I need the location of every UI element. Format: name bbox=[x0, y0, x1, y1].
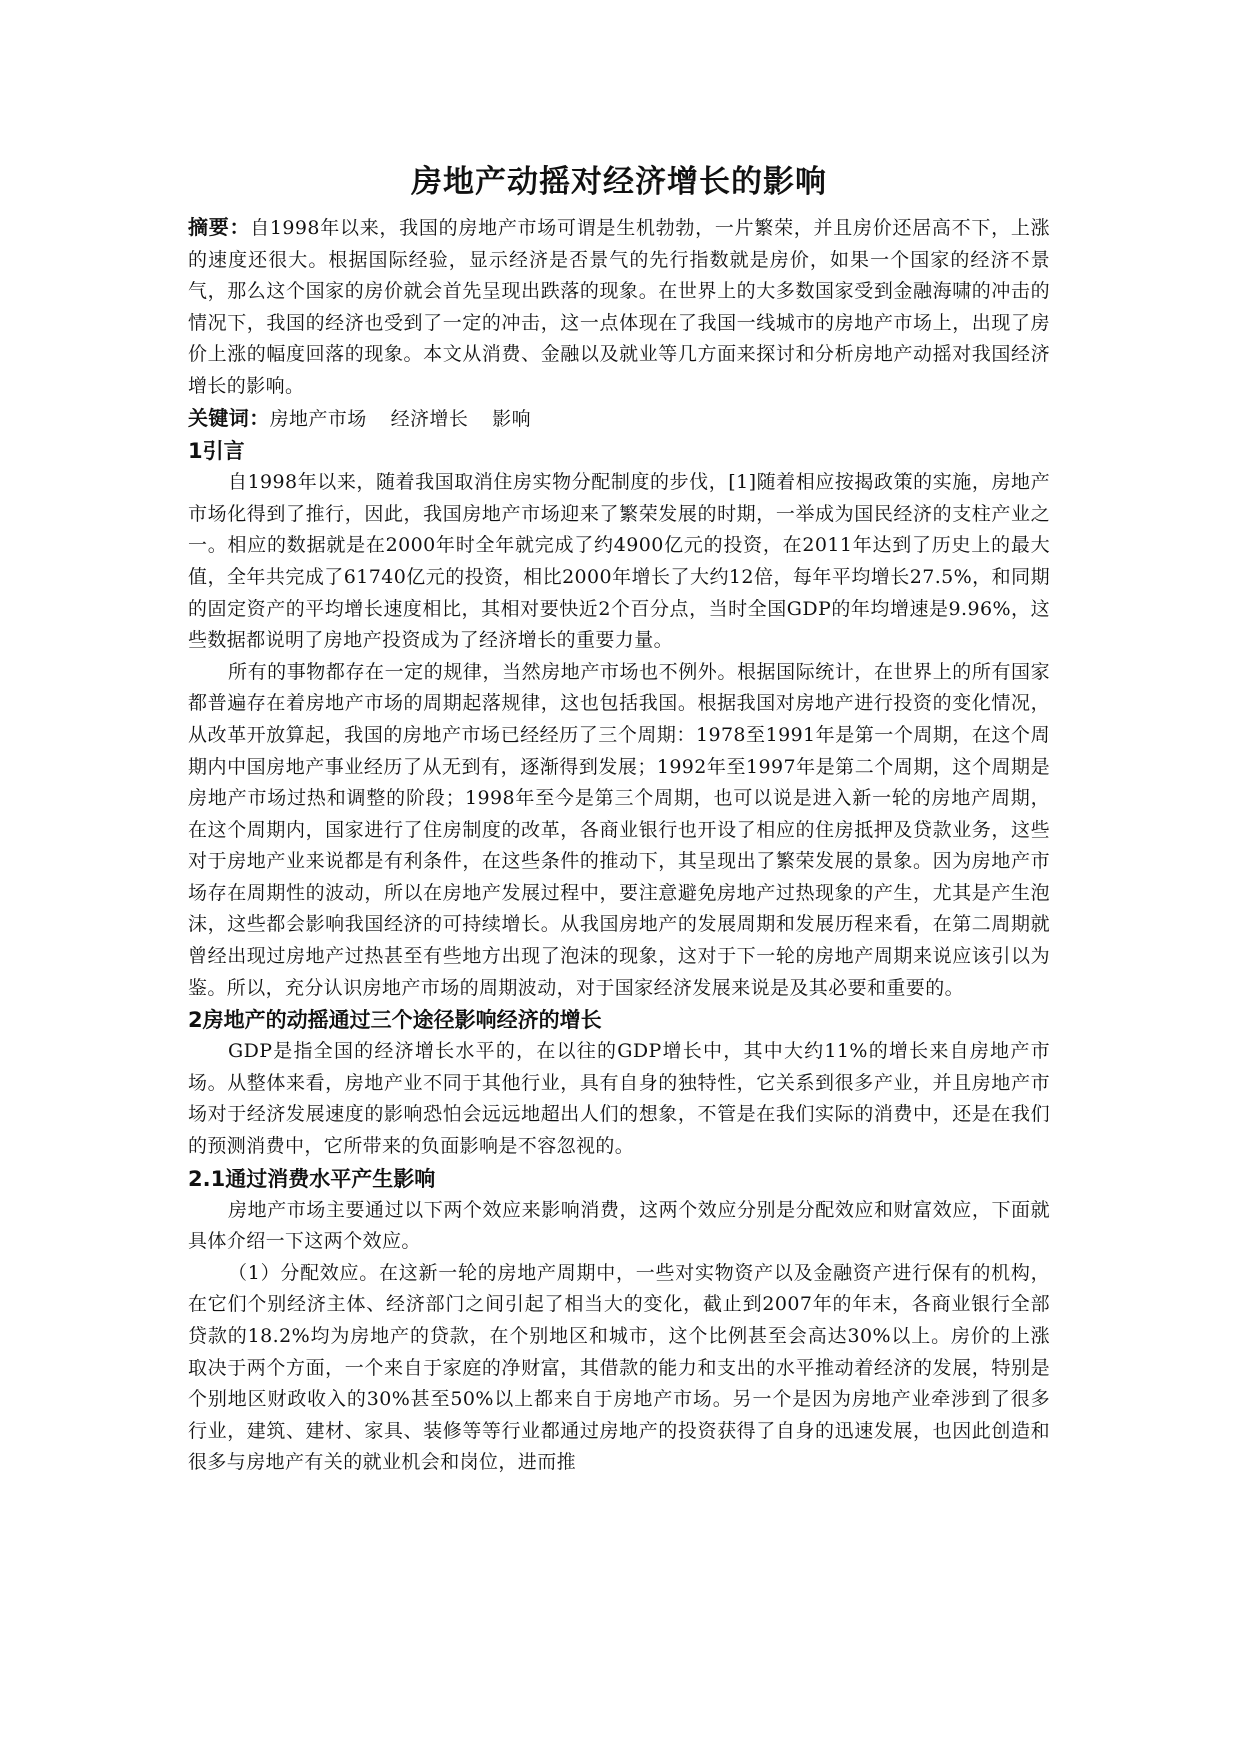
keyword-item: 经济增长 bbox=[390, 407, 469, 430]
section-1-paragraph: 所有的事物都存在一定的规律，当然房地产市场也不例外。根据国际统计，在世界上的所有国家都普遍存在着房地产市场的周期起落规律，这也包括我国。根据我国对房地产进行投资的变化情况，从改革开放算起，我国的房地产市场已经经历了三个周期：1978至1991年是第一个周期，在这个周期内中国房地产事业经历了从无到有，逐渐得到发展；1992年至1997年是第二个周期，这个周期是房地产市场过热和调整的阶段；1998年至今是第三个周期，也可以说是进入新一轮的房地产周期，在这个周期内，国家进行了住房制度的改革，各商业银行也开设了相应的住房抵押及贷款业务，这些对于房地产业来说都是有利条件，在这些条件的推动下，其呈现出了繁荣发展的景象。因为房地产市场存在周期性的波动，所以在房地产发展过程中，要注意避免房地产过热现象的产生，尤其是产生泡沫，这些都会影响我国经济的可持续增长。从我国房地产的发展周期和发展历程来看，在第二周期就曾经出现过房地产过热甚至有些地方出现了泡沫的现象，这对于下一轮的房地产周期来说应该引以为鉴。所以，充分认识房地产市场的周期波动，对于国家经济发展来说是及其必要和重要的。 bbox=[188, 660, 1050, 999]
keywords bbox=[188, 403, 1050, 436]
section-1-paragraph: 自1998年以来，随着我国取消住房实物分配制度的步伐，[1]随着相应按揭政策的实施，房地产市场化得到了推行，因此，我国房地产市场迎来了繁荣发展的时期，一举成为国民经济的支柱产业之一。相应的数据就是在2000年时全年就完成了约4900亿元的投资，在2011年达到了历史上的最大值，全年共完成了61740亿元的投资，相比2000年增长了大约12倍，每年平均增长27.5%，和同期的固定资产的平均增长速度相比，其相对要快近2个百分点，当时全国GDP的年均增速是9.96%，这些数据都说明了房地产投资成为了经济增长的重要力量。 bbox=[188, 471, 1050, 652]
section-2-paragraph: GDP是指全国的经济增长水平的，在以往的GDP增长中，其中大约11%的增长来自房地产市场。从整体来看，房地产业不同于其他行业，具有自身的独特性，它关系到很多产业，并且房地产市场对于经济发展速度的影响恐怕会远远地超出人们的想象，不管是在我们实际的消费中，还是在我们的预测消费中，它所带来的负面影响是不容忽视的。 bbox=[188, 1040, 1050, 1158]
document-title: 房地产动摇对经济增长的影响 bbox=[411, 164, 827, 200]
document-page bbox=[188, 160, 1050, 1479]
abstract-text: 自1998年以来，我国的房地产市场可谓是生机勃勃，一片繁荣，并且房价还居高不下，上涨的速度还很大。根据国际经验，显示经济是否景气的先行指数就是房价，如果一个国家的经济不景气，那么这个国家的房价就会首先呈现出跌落的现象。在世界上的大多数国家受到金融海啸的冲击的情况下，我国的经济也受到了一定的冲击，这一点体现在了我国一线城市的房地产市场上，出现了房价上涨的幅度回落的现象。本文从消费、金融以及就业等几方面来探讨和分析房地产动摇对我国经济增长的影响。 bbox=[188, 217, 1051, 397]
keyword-item: 影响 bbox=[492, 407, 532, 430]
section-heading-1: 1引言 bbox=[188, 439, 245, 464]
keyword-item: 房地产市场 bbox=[269, 407, 367, 430]
section-2-1-paragraph: （1）分配效应。在这新一轮的房地产周期中，一些对实物资产以及金融资产进行保有的机构，在它们个别经济主体、经济部门之间引起了相当大的变化，截止到2007年的年末，各商业银行全部贷款的18.2%均为房地产的贷款，在个别地区和城市，这个比例甚至会高达30%以上。房价的上涨取决于两个方面，一个来自于家庭的净财富，其借款的能力和支出的水平推动着经济的发展，特别是个别地区财政收入的30%甚至50%以上都来自于房地产市场。另一个是因为房地产业牵涉到了很多行业，建筑、建材、家具、装修等等行业都通过房地产的投资获得了自身的迅速发展，也因此创造和很多与房地产有关的就业机会和岗位，进而推 bbox=[188, 1261, 1050, 1474]
abstract bbox=[188, 212, 1050, 403]
section-heading-2-1: 2.1通过消费水平产生影响 bbox=[188, 1166, 436, 1191]
keywords-label: 关键词： bbox=[188, 405, 270, 430]
abstract-label: 摘要： bbox=[188, 215, 251, 239]
section-heading-2: 2房地产的动摇通过三个途径影响经济的增长 bbox=[188, 1008, 602, 1033]
section-2-1-paragraph: 房地产市场主要通过以下两个效应来影响消费，这两个效应分别是分配效应和财富效应，下面就具体介绍一下这两个效应。 bbox=[188, 1198, 1050, 1253]
